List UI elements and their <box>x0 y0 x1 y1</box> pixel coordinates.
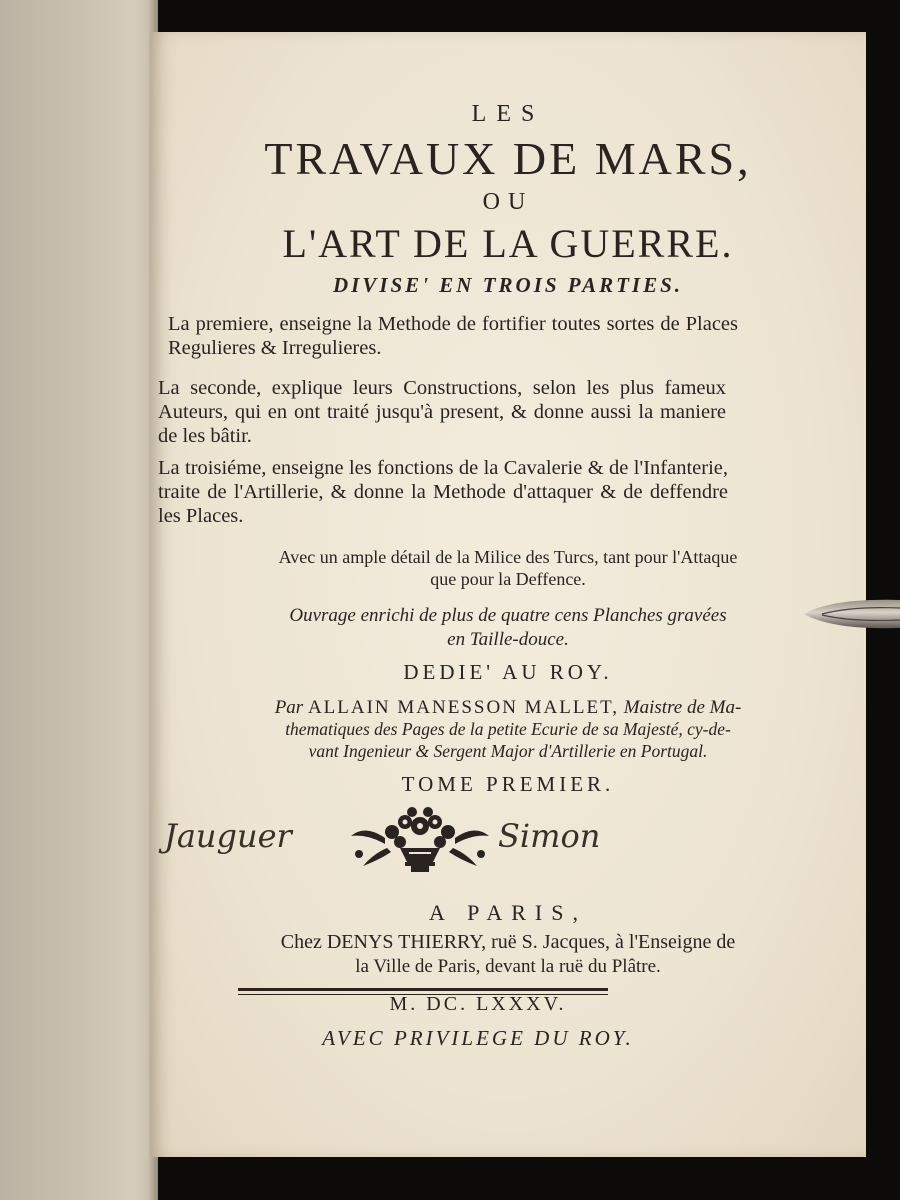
milice-line-2: que pour la Deffence. <box>430 569 586 589</box>
signature-right: Simon <box>498 817 601 855</box>
milice-line-1: Avec un ample détail de la Milice des Turcs, tant pour l'Attaque <box>278 547 738 567</box>
imprint-line-2: la Ville de Paris, devant la ruë du Plâtre. <box>355 956 661 977</box>
privilege: AVEC PRIVILEGE DU ROY. <box>322 1026 634 1050</box>
divise-heading: DIVISE' EN TROIS PARTIES. <box>332 273 684 297</box>
flower-basket-ornament <box>345 804 495 874</box>
author-line-1 <box>150 698 866 717</box>
partie-premiere: La premiere, enseigne la Methode de fortifier toutes sortes de Places Regulieres & Irregulieres. <box>168 313 738 359</box>
rule-thick <box>238 988 608 991</box>
main-title: TRAVAUX DE MARS, <box>264 133 752 184</box>
metal-bookmark-clip <box>802 592 900 634</box>
ouvrage-line-2: en Taille-douce. <box>447 629 569 650</box>
title-les: LES <box>471 101 545 127</box>
tome: TOME PREMIER. <box>401 772 615 796</box>
author-prefix: Par <box>274 697 304 718</box>
ouvrage-line-1: Ouvrage enrichi de plus de quatre cens Planches gravées <box>289 605 727 626</box>
title-ou: OU <box>482 189 534 215</box>
partie-troisieme: La troisiéme, enseigne les fonctions de la Cavalerie & de l'Infanterie, traite de l'Artillerie, & donne la Methode d'attaquer & de deffendre les Places. <box>158 457 728 527</box>
author-name: ALLAIN MANESSON MALLET, <box>307 697 620 718</box>
imprint-city: A PARIS, <box>428 900 587 925</box>
subtitle: L'ART DE LA GUERRE. <box>282 221 734 266</box>
signature-left: Jauguer <box>164 817 292 855</box>
partie-seconde: La seconde, explique leurs Constructions, selon les plus fameux Auteurs, qui en ont traité jusqu'à present, & donne aussi la maniere de les bâtir. <box>158 377 726 447</box>
imprint-line-1: Chez DENYS THIERRY, ruë S. Jacques, à l'Enseigne de <box>280 931 736 953</box>
year: M. DC. LXXXV. <box>389 993 567 1015</box>
left-page <box>0 0 158 1200</box>
author-title-1: Maistre de Ma- <box>623 697 742 718</box>
author-line-3: vant Ingenieur & Sergent Major d'Artillerie en Portugal. <box>308 741 708 761</box>
author-line-2: thematiques des Pages de la petite Ecurie de sa Majesté, cy-de- <box>285 719 731 739</box>
title-page <box>150 32 866 1157</box>
dedication: DEDIE' AU ROY. <box>403 660 613 684</box>
